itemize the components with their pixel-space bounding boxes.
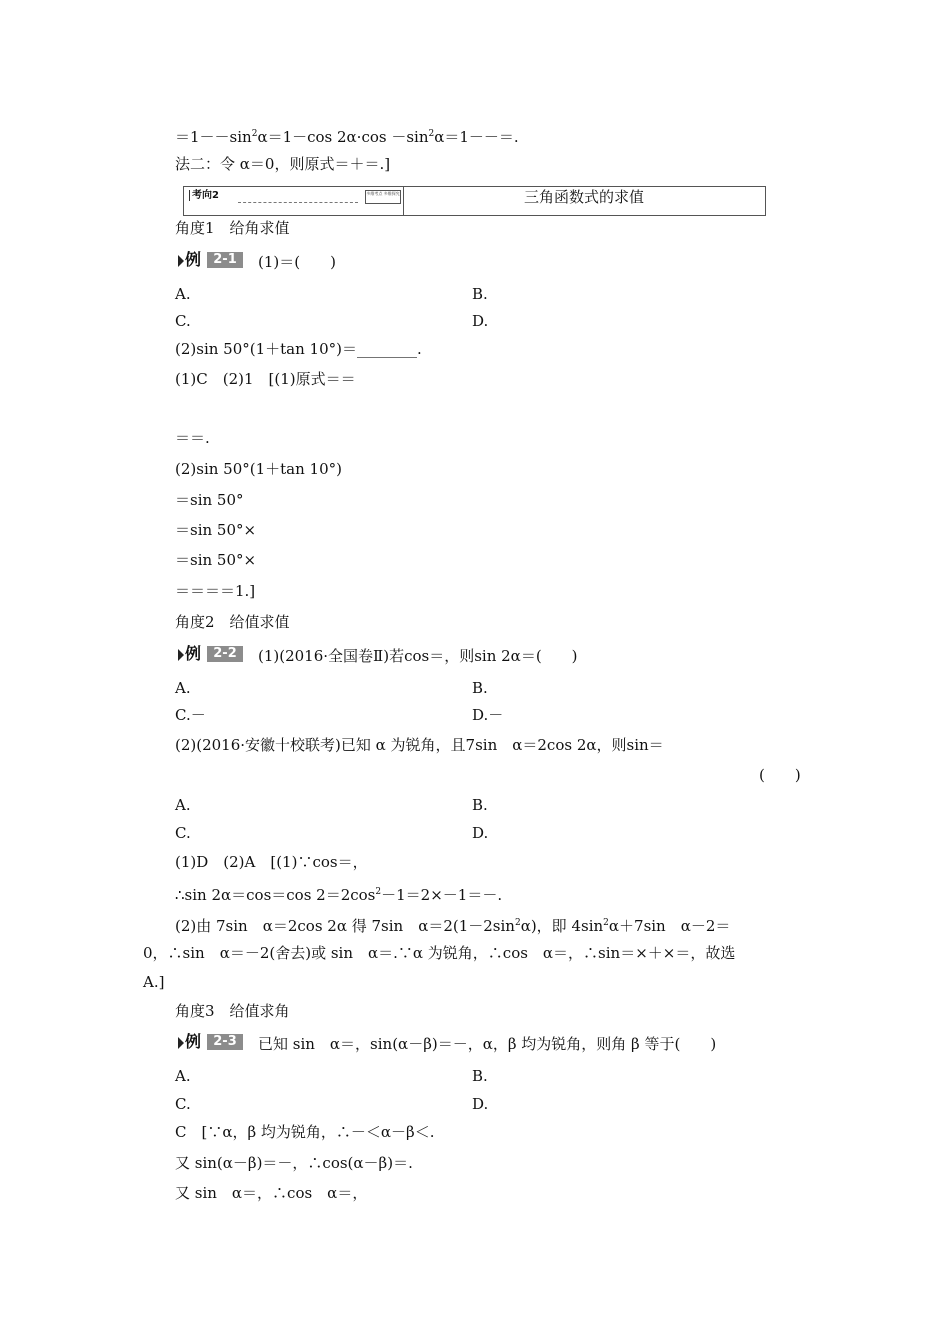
superscript: 2: [375, 887, 382, 897]
option-a: A.: [175, 285, 191, 303]
option-a: A.: [175, 1067, 191, 1085]
triangle-icon: [178, 1037, 184, 1049]
answer-line: 又 sin α＝，∴cos α＝，: [175, 1184, 368, 1202]
angle-heading-2: 角度2 给值求值: [175, 613, 290, 631]
formula-text: ∴sin 2α＝cos＝cos 2＝2cos: [175, 886, 376, 904]
answer-line: ＝sin 50°: [175, 491, 244, 509]
formula-text: α＝1－－＝.: [434, 128, 519, 146]
answer-line: (2)sin 50°(1＋tan 10°): [175, 460, 342, 478]
example-number: 2-1: [207, 252, 243, 268]
question-text: (2)sin 50°(1＋tan 10°)＝________.: [175, 340, 422, 358]
section-title: 三角函数式的求值: [523, 188, 644, 206]
question-text: (1)＝( ): [258, 253, 336, 271]
dashed-rule: [238, 202, 358, 203]
answer-paren: ( ): [759, 766, 801, 784]
answer-line: [175, 882, 502, 905]
answer-line: (1)C (2)1 [(1)原式＝＝: [175, 370, 356, 388]
option-d: D.: [472, 824, 489, 842]
question-text: (1)(2016·全国卷Ⅱ)若cos＝，则sin 2α＝( ): [258, 647, 578, 665]
superscript: 2: [514, 918, 521, 928]
kaoxiang-label: 考向2: [192, 190, 219, 201]
example-word: 例: [185, 1032, 202, 1051]
answer-line: ＝＝.: [175, 429, 210, 447]
example-number: 2-3: [207, 1034, 243, 1050]
option-b: B.: [472, 1067, 488, 1085]
formula-text: (2)由 7sin α＝2cos 2α 得 7sin α＝2(1－2sin: [175, 917, 515, 935]
option-a: A.: [175, 679, 191, 697]
kaoxiang-label-group: [190, 190, 400, 204]
answer-line: ＝sin 50°×: [175, 521, 257, 539]
option-b: B.: [472, 796, 488, 814]
answer-line: 0，∴sin α＝－2(舍去)或 sin α＝.∵α 为锐角，∴cos α＝，∴sin＝×＋×＝，故选: [143, 944, 736, 962]
option-c: C.: [175, 1095, 191, 1113]
option-c: C.: [175, 312, 191, 330]
formula-text: α＋7sin α－2＝: [608, 917, 731, 935]
formula-text: ＝1－－sin: [175, 128, 252, 146]
mini-badge: 多维考点 多维探究: [365, 190, 401, 204]
method-two-line: 法二：令 α＝0，则原式＝＋＝.]: [175, 155, 391, 173]
example-number: 2-2: [207, 646, 243, 662]
option-d: D.－: [472, 706, 504, 724]
option-b: B.: [472, 285, 488, 303]
triangle-icon: [178, 255, 184, 267]
formula-line: [175, 124, 519, 147]
example-word: 例: [185, 644, 202, 663]
answer-line: A.]: [143, 973, 165, 991]
example-badge-2-1: [178, 252, 248, 270]
example-word: 例: [185, 250, 202, 269]
question-text: 已知 sin α＝，sin(α－β)＝－，α，β 均为锐角，则角 β 等于( ): [258, 1035, 717, 1053]
option-d: D.: [472, 1095, 489, 1113]
formula-text: α)，即 4sin: [520, 917, 604, 935]
example-badge-2-3: [178, 1034, 248, 1052]
answer-line: (1)D (2)A [(1)∵cos＝，: [175, 853, 368, 871]
formula-text: －1＝2×－1＝－.: [381, 886, 503, 904]
answer-line: 又 sin(α－β)＝－，∴cos(α－β)＝.: [175, 1154, 413, 1172]
answer-line: C [∵α，β 均为锐角，∴－＜α－β＜.: [175, 1123, 435, 1141]
angle-heading-1: 角度1 给角求值: [175, 219, 290, 237]
triangle-icon: [178, 649, 184, 661]
option-d: D.: [472, 312, 489, 330]
section-heading-box: [183, 186, 766, 216]
option-c: C.: [175, 824, 191, 842]
option-c: C.－: [175, 706, 206, 724]
option-b: B.: [472, 679, 488, 697]
angle-heading-3: 角度3 给值求角: [175, 1002, 290, 1020]
answer-line: [175, 913, 730, 936]
option-a: A.: [175, 796, 191, 814]
answer-line: ＝＝＝＝1.]: [175, 582, 256, 600]
question-text: (2)(2016·安徽十校联考)已知 α 为锐角，且7sin α＝2cos 2α，则sin＝: [175, 736, 664, 754]
superscript: 2: [428, 129, 435, 139]
superscript: 2: [251, 129, 258, 139]
example-badge-2-2: [178, 646, 248, 664]
superscript: 2: [603, 918, 609, 928]
formula-text: α＝1－cos 2α·cos －sin: [257, 128, 429, 146]
answer-line: ＝sin 50°×: [175, 551, 257, 569]
